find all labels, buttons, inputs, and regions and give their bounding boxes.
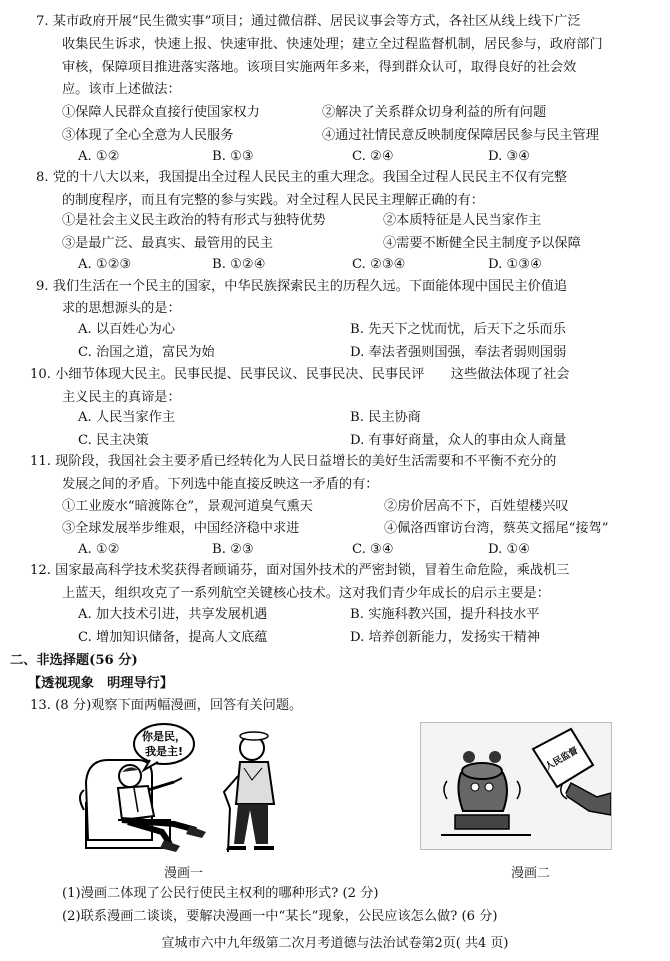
q9-line-2: 求的思想源头的是： [62, 301, 181, 316]
q11-choice-d[interactable]: D. ①④ [488, 542, 531, 557]
q10-choice-b[interactable]: B. 民主协商 [350, 410, 421, 425]
q11-choice-a[interactable]: A. ①② [78, 542, 120, 557]
q8-choice-a[interactable]: A. ①②③ [78, 257, 132, 272]
q7-statement-2: ②解决了关系群众切身利益的所有问题 [322, 105, 547, 120]
q10-choice-c[interactable]: C. 民主决策 [78, 433, 149, 448]
q8-statement-3: ③是最广泛、最真实、最管用的民主 [62, 236, 273, 251]
cartoon-one-caption: 漫画一 [164, 866, 204, 881]
q11-choice-c[interactable]: C. ③④ [352, 542, 394, 557]
cartoon-two [420, 722, 612, 850]
q13-subquestion-2: (2)联系漫画二谈谈，要解决漫画一中“某长”现象，公民应该怎么做? (6 分) [62, 909, 498, 924]
bag-text: 人民监督 [543, 745, 581, 773]
q7-choice-c[interactable]: C. ②④ [352, 149, 394, 164]
q7-choices [0, 147, 670, 167]
q7-choice-b[interactable]: B. ①③ [212, 149, 254, 164]
q7-choice-d[interactable]: D. ③④ [488, 149, 531, 164]
q8-choices [0, 255, 670, 275]
q11-statement-4: ④佩洛西窜访台湾，蔡英文摇尾“接驾” [384, 521, 609, 536]
q11-statement-1: ①工业废水“暗渡陈仓”，景观河道臭气熏天 [62, 499, 313, 514]
q12-choice-d[interactable]: D. 培养创新能力，发扬实干精神 [350, 630, 540, 645]
q7-line-4: 应。该市上述做法： [62, 82, 181, 97]
q7-choice-a[interactable]: A. ①② [78, 149, 120, 164]
q9-choice-c[interactable]: C. 治国之道，富民为始 [78, 345, 215, 360]
q11-statement-2: ②房价居高不下，百姓望楼兴叹 [384, 499, 569, 514]
q7-line-1: 7. 某市政府开展“民生微实事”项目；通过微信群、居民议事会等方式，各社区从线上线下广泛 [36, 14, 581, 29]
q8-choice-c[interactable]: C. ②③④ [352, 257, 406, 272]
q8-statement-2: ②本质特征是人民当家作主 [383, 213, 542, 228]
q12-choice-a[interactable]: A. 加大技术引进，共享发展机遇 [78, 607, 268, 622]
q13-subquestion-1: (1)漫画二体现了公民行使民主权利的哪种形式? (2 分) [62, 886, 379, 901]
q8-line-2: 的制度程序，而且有完整的参与实践。对全过程人民民主理解正确的有： [62, 193, 484, 208]
q9-line-1: 9. 我们生活在一个民主的国家，中华民族探索民主的历程久远。下面能体现中国民主价值追 [36, 279, 568, 294]
q11-statement-3: ③全球发展举步维艰，中国经济稳中求进 [62, 521, 300, 536]
q8-choice-b[interactable]: B. ①②④ [212, 257, 266, 272]
q12-line-2: 上蓝天，组织攻克了一系列航空关键核心技术。这对我们青少年成长的启示主要是： [62, 586, 550, 601]
page-footer: 宣城市六中九年级第二次月考道德与法治试卷第2页( 共4 页) [161, 936, 509, 951]
q10-line-2: 主义民主的真谛是： [62, 390, 181, 405]
cartoon-two-drawing [421, 723, 611, 849]
cartoon-two-caption: 漫画二 [511, 866, 551, 881]
q7-statement-3: ③体现了全心全意为人民服务 [62, 128, 234, 143]
q9-choice-b[interactable]: B. 先天下之忧而忧，后天下之乐而乐 [350, 322, 566, 337]
cartoon-one-drawing [78, 720, 336, 856]
q8-line-1: 8. 党的十八大以来，我国提出全过程人民民主的重大理念。我国全过程人民民主不仅有完整 [36, 170, 568, 185]
q7-statement-1: ①保障人民群众直接行使国家权力 [62, 105, 260, 120]
q11-choice-b[interactable]: B. ②③ [212, 542, 254, 557]
section-subtitle: 【透视现象 明理导行】 [28, 676, 174, 691]
q8-statement-4: ④需要不断健全民主制度予以保障 [383, 236, 581, 251]
q12-choice-b[interactable]: B. 实施科教兴国，提升科技水平 [350, 607, 540, 622]
q11-line-1: 11. 现阶段，我国社会主要矛盾已经转化为人民日益增长的美好生活需要和不平衡不充分的 [30, 454, 557, 469]
q9-choice-a[interactable]: A. 以百姓心为心 [78, 322, 176, 337]
q7-line-2: 收集民生诉求，快速上报、快速审批、快速处理；建立全过程监督机制，居民参与，政府部门 [62, 37, 603, 52]
q12-choice-c[interactable]: C. 增加知识储备，提高人文底蕴 [78, 630, 268, 645]
q7-line-3: 审核，保障项目推进落实落地。该项目实施两年多来，得到群众认可，取得良好的社会效 [62, 60, 577, 75]
q8-statement-1: ①是社会主义民主政治的特有形式与独特优势 [62, 213, 326, 228]
q13-intro: 13. (8 分)观察下面两幅漫画，回答有关问题。 [30, 698, 303, 713]
q8-choice-d[interactable]: D. ①③④ [488, 257, 542, 272]
q9-choice-d[interactable]: D. 奉法者强则国强，奉法者弱则国弱 [350, 345, 567, 360]
q10-choice-d[interactable]: D. 有事好商量，众人的事由众人商量 [350, 433, 567, 448]
q11-choices [0, 540, 670, 560]
q10-choice-a[interactable]: A. 人民当家作主 [78, 410, 176, 425]
bubble-line-1: 你是民， [142, 730, 186, 743]
q7-statement-4: ④通过社情民意反映制度保障居民参与民主管理 [322, 128, 599, 143]
q12-line-1: 12. 国家最高科学技术奖获得者顾诵芬，面对国外技术的严密封锁，冒着生命危险，乘战机三 [30, 563, 570, 578]
q10-line-1: 10. 小细节体现大民主。民事民提、民事民议、民事民决、民事民评 这些做法体现了社会 [30, 367, 570, 382]
section-title: 二、非选择题(56 分) [10, 653, 138, 668]
cartoon-one [78, 720, 336, 856]
q11-line-2: 发展之间的矛盾。下列选中能直接反映这一矛盾的有： [62, 477, 379, 492]
bubble-line-2: 我是主! [144, 745, 184, 758]
